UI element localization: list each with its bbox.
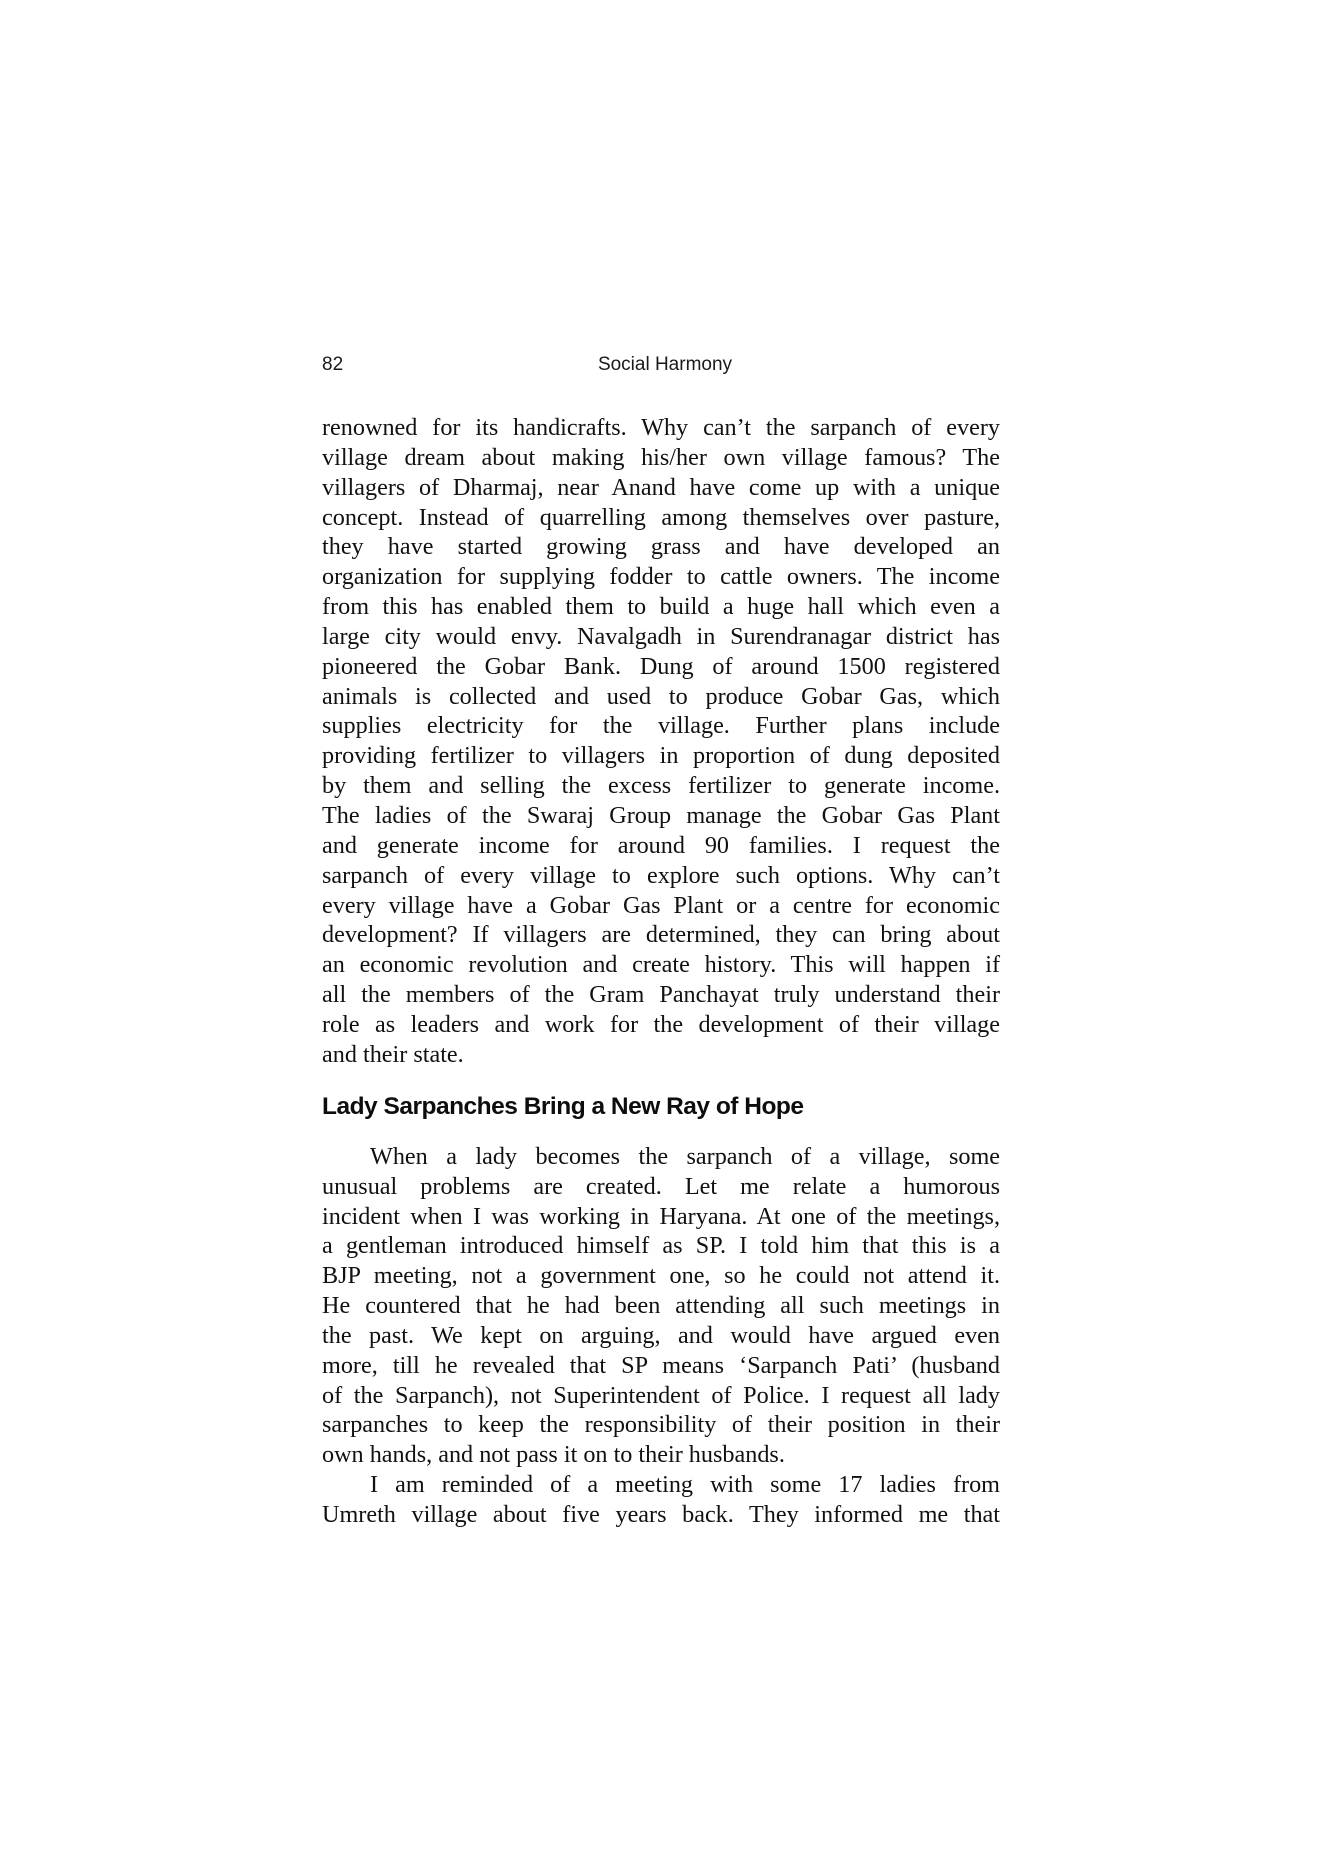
section-paragraph — [322, 1142, 1000, 1470]
text-line: renowned for its handicrafts. Why can’t the sarpanch of every — [322, 414, 1000, 441]
running-title: Social Harmony — [597, 354, 733, 375]
text-line: village dream about making his/her own village famous? The — [322, 443, 1000, 471]
text-line: organization for supplying fodder to cattle owners. The income — [322, 563, 1000, 591]
text-line: When a lady becomes the sarpanch of a village, some — [370, 1142, 1000, 1170]
text-line: unusual problems are created. Let me relate a humorous — [322, 1172, 1000, 1200]
text-line: He countered that he had been attending all such meetings in — [322, 1292, 1000, 1320]
text-line: large city would envy. Navalgadh in Surendranagar district has — [322, 622, 1000, 650]
text-line: incident when I was working in Haryana. At one of the meetings, — [322, 1202, 1000, 1230]
text-line: role as leaders and work for the development of their village — [322, 1010, 1000, 1038]
text-line: development? If villagers are determined, they can bring about — [322, 921, 1000, 949]
text-line: and generate income for around 90 families. I request the — [322, 831, 1000, 859]
page-number: 82 — [322, 354, 344, 375]
text-line: pioneered the Gobar Bank. Dung of around 1500 registered — [322, 652, 1000, 680]
intro-paragraph — [322, 413, 1000, 1070]
text-line: sarpanches to keep the responsibility of their position in their — [322, 1411, 1000, 1439]
text-line: supplies electricity for the village. Further plans include — [322, 712, 1000, 740]
text-line: I am reminded of a meeting with some 17 ladies from — [370, 1471, 1000, 1499]
text-line: they have started growing grass and have developed an — [322, 533, 1000, 561]
body-text — [322, 413, 1000, 1530]
text-line: The ladies of the Swaraj Group manage the Gobar Gas Plant — [322, 801, 1000, 829]
text-line: villagers of Dharmaj, near Anand have come up with a unique — [322, 473, 1000, 501]
text-line: own hands, and not pass it on to their husbands. — [322, 1441, 785, 1469]
text-line: concept. Instead of quarrelling among themselves over pasture, — [322, 503, 1000, 531]
text-line: of the Sarpanch), not Superintendent of Police. I request all lady — [322, 1381, 1000, 1409]
text-line: sarpanch of every village to explore such options. Why can’t — [322, 861, 1000, 889]
text-line: by them and selling the excess fertilizer to generate income. — [322, 772, 1000, 800]
text-line: more, till he revealed that SP means ‘Sarpanch Pati’ (husband — [322, 1351, 1000, 1379]
section-heading: Lady Sarpanches Bring a New Ray of Hope — [322, 1092, 804, 1120]
text-line: a gentleman introduced himself as SP. I told him that this is a — [322, 1232, 1000, 1260]
text-line: from this has enabled them to build a huge hall which even a — [322, 593, 1000, 621]
text-line: BJP meeting, not a government one, so he could not attend it. — [322, 1262, 1000, 1290]
text-line: all the members of the Gram Panchayat truly understand their — [322, 981, 1000, 1009]
text-line: every village have a Gobar Gas Plant or a centre for economic — [322, 891, 1000, 919]
text-line: animals is collected and used to produce Gobar Gas, which — [322, 682, 1000, 710]
text-line: an economic revolution and create history. This will happen if — [322, 951, 1000, 979]
section-paragraph — [322, 1470, 1000, 1530]
text-line: and their state. — [322, 1040, 464, 1068]
text-line: providing fertilizer to villagers in proportion of dung deposited — [322, 742, 1000, 770]
text-line: the past. We kept on arguing, and would have argued even — [322, 1321, 1000, 1349]
running-head — [322, 354, 1000, 378]
text-line: Umreth village about five years back. They informed me that — [322, 1501, 1000, 1529]
